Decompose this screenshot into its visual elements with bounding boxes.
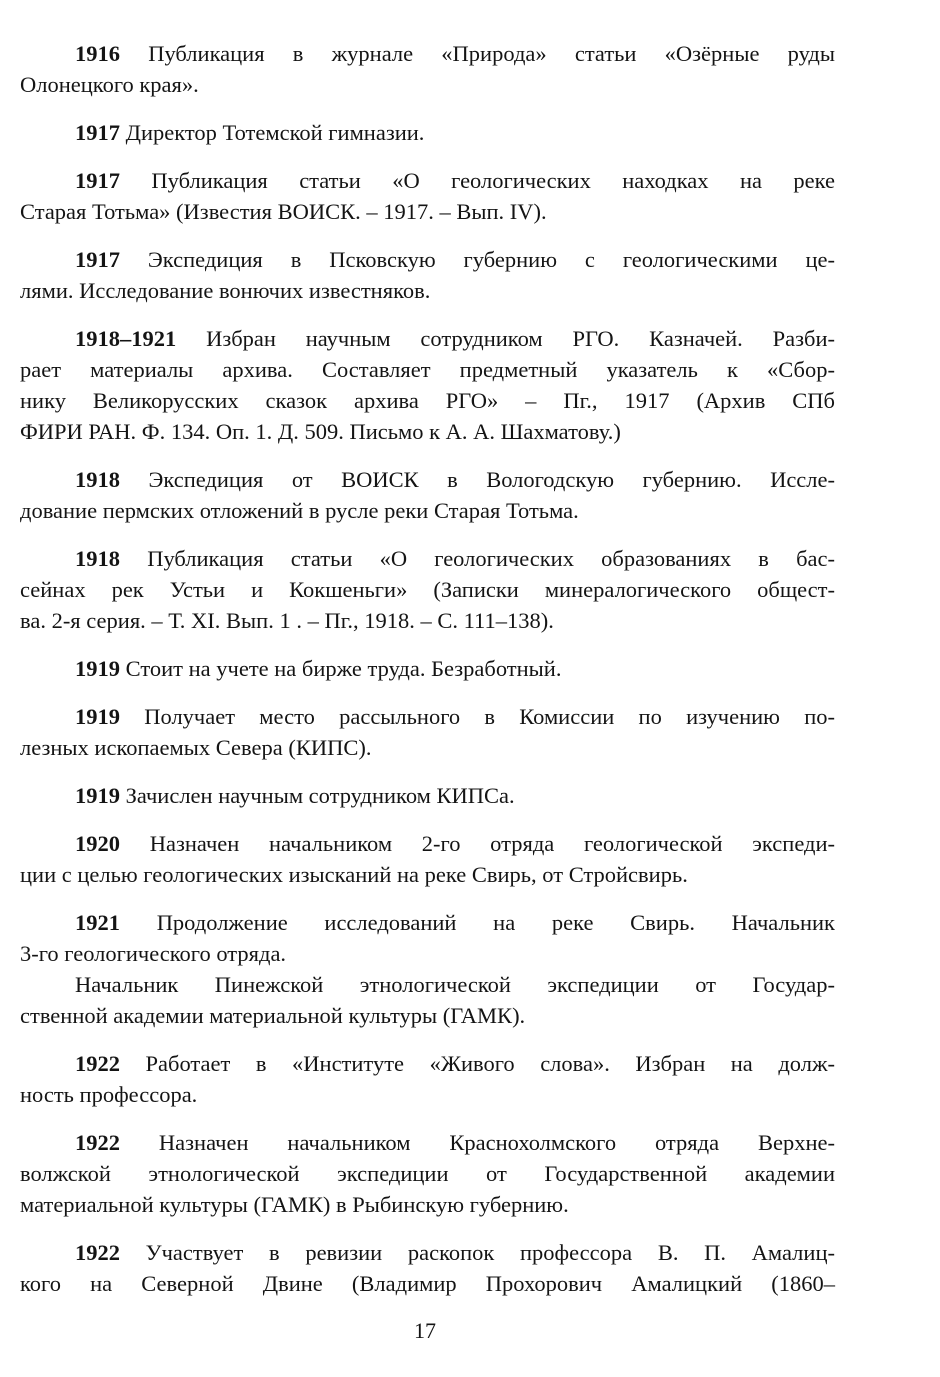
text-line xyxy=(20,1048,835,1079)
entry-year: 1917 xyxy=(75,120,120,145)
chronology-entry xyxy=(20,1048,835,1110)
entry-year: 1920 xyxy=(75,831,120,856)
chronology-entry xyxy=(20,701,835,763)
text-line xyxy=(20,1237,835,1268)
text-line xyxy=(20,701,835,732)
text-line xyxy=(20,1158,835,1189)
entry-text: Избран научным сотрудником РГО. Казначей. Разби- xyxy=(176,326,835,351)
entry-text: Публикация статьи «О геологических находках на реке xyxy=(120,168,835,193)
entry-text: Экспедиция от ВОИСК в Вологодскую губернию. Иссле- xyxy=(120,467,835,492)
entry-text: Экспедиция в Псковскую губернию с геологическими це- xyxy=(120,247,835,272)
entry-year: 1922 xyxy=(75,1240,120,1265)
text-line xyxy=(20,859,835,890)
text-line xyxy=(20,323,835,354)
chronology-entry xyxy=(20,907,835,969)
entry-year: 1922 xyxy=(75,1051,120,1076)
entry-year: 1919 xyxy=(75,783,120,808)
chronology-text xyxy=(20,38,835,1316)
entry-text: ФИРИ РАН. Ф. 134. Оп. 1. Д. 509. Письмо к А. А. Шахматову.) xyxy=(20,419,621,444)
chronology-entry xyxy=(20,543,835,636)
entry-text: Назначен начальником Краснохолмского отряда Верхне- xyxy=(120,1130,835,1155)
text-line xyxy=(20,38,835,69)
entry-year: 1918–1921 xyxy=(75,326,177,351)
entry-year: 1919 xyxy=(75,656,120,681)
chronology-entry xyxy=(20,244,835,306)
text-line xyxy=(20,1189,835,1220)
text-line xyxy=(20,543,835,574)
text-line xyxy=(20,969,835,1000)
page-number: 17 xyxy=(414,1318,436,1343)
entry-text: ность профессора. xyxy=(20,1082,198,1107)
entry-text: Продолжение исследований на реке Свирь. Начальник xyxy=(120,910,835,935)
text-line xyxy=(20,605,835,636)
chronology-entry xyxy=(20,1237,835,1299)
entry-year: 1921 xyxy=(75,910,120,935)
text-line xyxy=(20,416,835,447)
text-line xyxy=(20,780,835,811)
text-line xyxy=(20,165,835,196)
text-line xyxy=(20,1079,835,1110)
entry-year: 1922 xyxy=(75,1130,120,1155)
entry-text: волжской этнологической экспедиции от Государственной академии xyxy=(20,1161,835,1186)
entry-text: Директор Тотемской гимназии. xyxy=(120,120,425,145)
entry-text: ции с целью геологических изысканий на реке Свирь, от Стройсвирь. xyxy=(20,862,688,887)
entry-text: ва. 2-я серия. – Т. XI. Вып. 1 . – Пг., 1918. – С. 111–138). xyxy=(20,608,554,633)
text-line xyxy=(20,354,835,385)
entry-text: Начальник Пинежской этнологической экспедиции от Государ- xyxy=(75,972,835,997)
entry-text: 3-го геологического отряда. xyxy=(20,941,287,966)
entry-text: лезных ископаемых Севера (КИПС). xyxy=(20,735,372,760)
entry-text: Стоит на учете на бирже труда. Безработный. xyxy=(120,656,562,681)
entry-text: Публикация статьи «О геологических образованиях в бас- xyxy=(120,546,835,571)
chronology-entry xyxy=(20,1127,835,1220)
text-line xyxy=(20,1268,835,1299)
entry-text: сейнах рек Устьи и Кокшеньги» (Записки минералогического общест- xyxy=(20,577,835,602)
chronology-entry xyxy=(20,464,835,526)
chronology-entry xyxy=(20,117,835,148)
entry-text: нику Великорусских сказок архива РГО» – Пг., 1917 (Архив СПб xyxy=(20,388,835,413)
text-line xyxy=(20,244,835,275)
text-line xyxy=(20,495,835,526)
text-line xyxy=(20,196,835,227)
text-line xyxy=(20,117,835,148)
entry-year: 1917 xyxy=(75,168,120,193)
entry-text: материальной культуры (ГАМК) в Рыбинскую губернию. xyxy=(20,1192,569,1217)
text-line xyxy=(20,907,835,938)
entry-text: Олонецкого края». xyxy=(20,72,199,97)
entry-text: Работает в «Институте «Живого слова». Избран на долж- xyxy=(120,1051,835,1076)
text-line xyxy=(20,732,835,763)
entry-text: Получает место рассыльного в Комиссии по изучению по- xyxy=(120,704,835,729)
chronology-entry xyxy=(20,828,835,890)
entry-text: рает материалы архива. Составляет предметный указатель к «Сбор- xyxy=(20,357,835,382)
entry-text: кого на Северной Двине (Владимир Прохорович Амалицкий (1860– xyxy=(20,1271,835,1296)
entry-text: Публикация в журнале «Природа» статьи «Озёрные руды xyxy=(120,41,835,66)
text-line xyxy=(20,828,835,859)
chronology-entry xyxy=(20,38,835,100)
chronology-entry xyxy=(20,323,835,447)
text-line xyxy=(20,574,835,605)
entry-year: 1916 xyxy=(75,41,120,66)
entry-year: 1919 xyxy=(75,704,120,729)
text-line xyxy=(20,938,835,969)
chronology-entry xyxy=(20,780,835,811)
text-line xyxy=(20,1000,835,1031)
entry-text: Назначен начальником 2-го отряда геологической экспеди- xyxy=(120,831,835,856)
chronology-entry xyxy=(20,653,835,684)
chronology-entry xyxy=(20,165,835,227)
text-line xyxy=(20,464,835,495)
entry-text: лями. Исследование вонючих известняков. xyxy=(20,278,431,303)
text-line xyxy=(20,275,835,306)
text-line xyxy=(20,385,835,416)
text-line xyxy=(20,69,835,100)
entry-text: Зачислен научным сотрудником КИПСа. xyxy=(120,783,515,808)
entry-year: 1918 xyxy=(75,546,120,571)
text-line xyxy=(20,653,835,684)
entry-text: Участвует в ревизии раскопок профессора В. П. Амалиц- xyxy=(120,1240,835,1265)
entry-text: Старая Тотьма» (Известия ВОИСК. – 1917. – Вып. IV). xyxy=(20,199,547,224)
entry-year: 1918 xyxy=(75,467,120,492)
entry-text: дование пермских отложений в русле реки Старая Тотьма. xyxy=(20,498,579,523)
entry-text: ственной академии материальной культуры (ГАМК). xyxy=(20,1003,526,1028)
entry-year: 1917 xyxy=(75,247,120,272)
chronology-entry xyxy=(20,969,835,1031)
text-line xyxy=(20,1127,835,1158)
